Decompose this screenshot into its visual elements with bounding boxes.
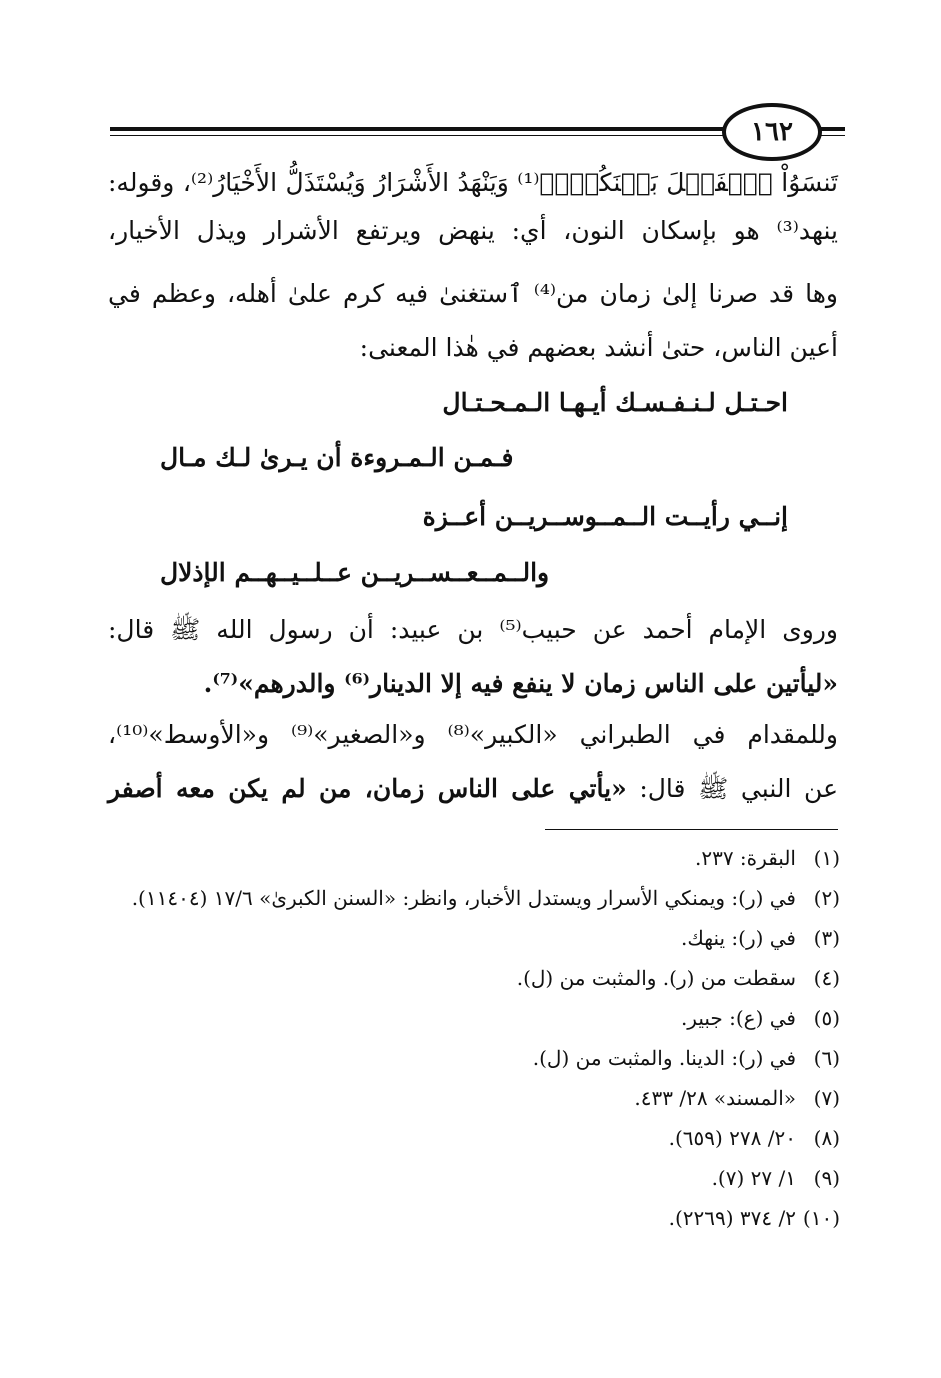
footnote-number: (٧) xyxy=(813,1086,840,1110)
footnote-number: (٣) xyxy=(813,926,840,950)
footnote-text: البقرة: ٢٣٧. xyxy=(694,846,796,870)
footnote-rule xyxy=(545,829,838,830)
body-line-8-prefix: عن النبي ﷺ قال: xyxy=(639,774,838,803)
footnote-text: في (ر): الدينا. والمثبت من (ل). xyxy=(532,1046,796,1070)
hadith-quote-1: «ليأتين على الناس زمان لا ينفع فيه إلا الدينار⁽⁶⁾ والدرهم»⁽⁷⁾. xyxy=(203,669,838,698)
poem-verse-1: احـتـل لـنـفـسـك أيـهـا الـمـحـتـال xyxy=(442,388,788,417)
body-line-1: تَنسَوُاْ ٱلۡفَضۡلَ بَيۡنَكُمۡۚ﴾⁽¹⁾ وَيَنْهَدُ الأَشْرَارُ وَيُسْتَذَلُّ الأَخْيَارُ⁽²⁾، وقوله: xyxy=(108,168,838,197)
footnote-item xyxy=(108,1038,840,1078)
footnote-item xyxy=(108,1078,840,1118)
footnote-number: (٨) xyxy=(813,1126,840,1150)
footnote-number: (٢) xyxy=(813,886,840,910)
footnotes xyxy=(108,838,840,1238)
footnote-item xyxy=(108,998,840,1038)
footnote-text: «المسند» ٢٨/ ٤٣٣. xyxy=(634,1086,796,1110)
poem-verse-4: والــمــعــســريــن عــلــيــهــم الإذلال xyxy=(160,558,550,587)
footnote-number: (٩) xyxy=(813,1166,840,1190)
footnote-text: في (ع): جبير. xyxy=(680,1006,796,1030)
footnote-text: ٢٠/ ٢٧٨ (٦٥٩). xyxy=(668,1126,796,1150)
footnote-text: في (ر): ينهك. xyxy=(681,926,796,950)
footnote-item xyxy=(108,838,840,878)
footnote-item xyxy=(108,958,840,998)
body-line-2: ينهد⁽³⁾ هو بإسكان النون، أي: ينهض ويرتفع الأشرار ويذل الأخيار، xyxy=(108,216,838,245)
footnote-text: ٢/ ٣٧٤ (٢٢٦٩). xyxy=(668,1206,796,1230)
footnote-text: سقطت من (ر). والمثبت من (ل). xyxy=(516,966,796,990)
footnote-text: ١/ ٢٧ (٧). xyxy=(711,1166,796,1190)
hadith-quote-2: «يأتي على الناس زمان، من لم يكن معه أصفر xyxy=(108,774,627,803)
footnote-item xyxy=(108,918,840,958)
body-line-8 xyxy=(108,766,838,812)
footnote-item xyxy=(108,878,840,918)
poem-verse-3: إنــي رأيــت الــمــوســريــن أعــزة xyxy=(422,502,788,531)
footnote-item xyxy=(108,1158,840,1198)
footnote-item xyxy=(108,1118,840,1158)
page-number: ١٦٢ xyxy=(722,103,822,161)
footnote-number: (٦) xyxy=(813,1046,840,1070)
footnote-number: (٥) xyxy=(813,1006,840,1030)
footnote-text: في (ر): ويمنكي الأسرار ويستدل الأخبار، وانظر: «السنن الكبرىٰ» ١٧/٦ (١١٤٠٤). xyxy=(131,886,796,910)
body-line-5: وروى الإمام أحمد عن حبيب⁽⁵⁾ بن عبيد: أن رسول الله ﷺ قال: xyxy=(108,615,839,644)
footnote-number: (١٠) xyxy=(802,1206,840,1230)
body-line-3: وها قد صرنا إلىٰ زمان من⁽⁴⁾ ٱستغنىٰ فيه كرم علىٰ أهله، وعظم في xyxy=(108,279,838,308)
body-line-4: أعين الناس، حتىٰ أنشد بعضهم في هٰذا المعنى: xyxy=(359,333,838,362)
body-line-7: وللمقدام في الطبراني «الكبير»⁽⁸⁾ و«الصغير»⁽⁹⁾ و«الأوسط»⁽¹⁰⁾، xyxy=(108,720,838,749)
poem-verse-2: فـمـن الـمـروءة أن يـرىٰ لـك مـال xyxy=(160,443,514,472)
footnote-item xyxy=(108,1198,840,1238)
footnote-number: (١) xyxy=(813,846,840,870)
footnote-number: (٤) xyxy=(813,966,840,990)
